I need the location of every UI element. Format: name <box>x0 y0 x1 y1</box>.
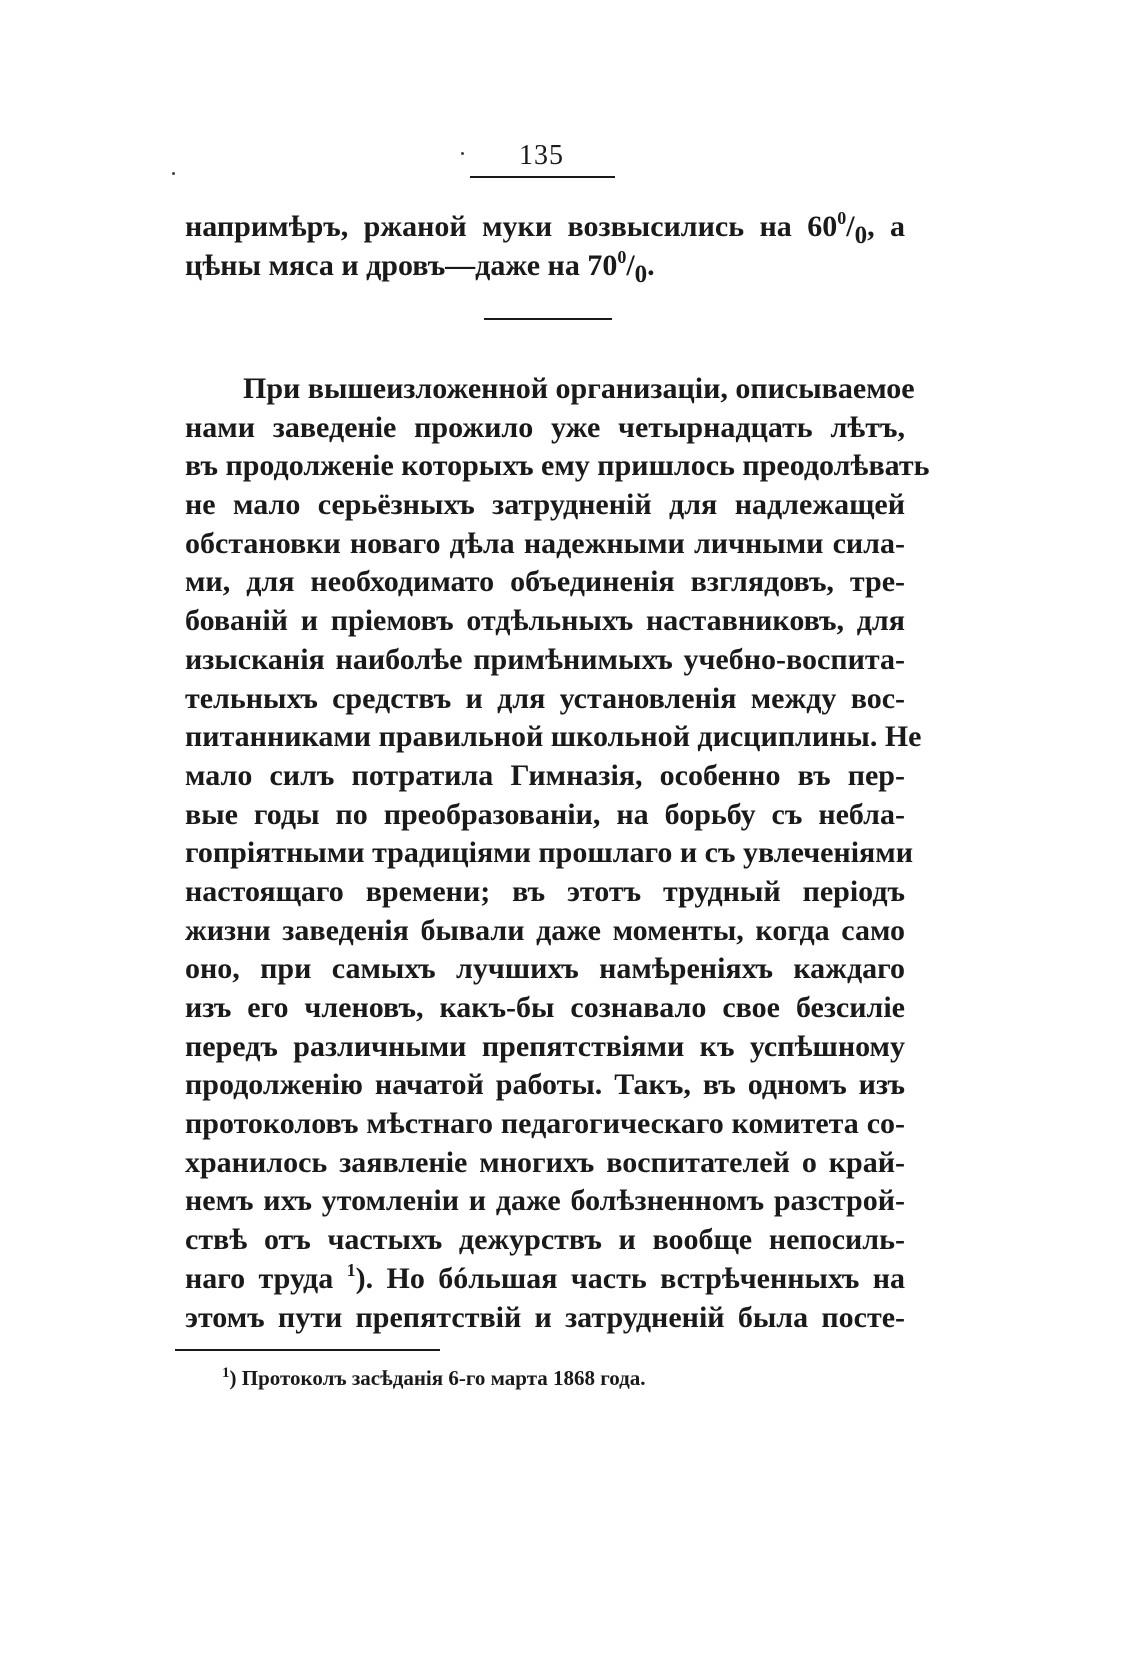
footnote <box>222 1366 646 1391</box>
text-line: этомъ пути препятствій и затрудненій была посте- <box>185 1300 905 1334</box>
footnote-divider <box>175 1349 440 1351</box>
text-line: ствѣ отъ частыхъ дежурствъ и вообще непосиль- <box>185 1223 905 1257</box>
text-line: бованій и пріемовъ отдѣльныхъ наставниковъ, для <box>185 604 905 638</box>
main-paragraph <box>185 370 930 1337</box>
text-line: протоколовъ мѣстнаго педагогическаго комитета со- <box>185 1107 905 1141</box>
text-line: немъ ихъ утомленіи и даже болѣзненномъ разстрой- <box>185 1184 905 1218</box>
text-line: жизни заведенія бывали даже моменты, когда само <box>185 913 905 947</box>
text-line: оно, при самыхъ лучшихъ намѣреніяхъ каждаго <box>185 952 905 986</box>
section-divider <box>484 318 612 320</box>
text-line: изысканія наиболѣе примѣнимыхъ учебно-воспита- <box>185 642 905 676</box>
text-line: гопріятными традиціями прошлаго и съ увлеченіями <box>185 836 913 870</box>
text-line: нами заведеніе прожило уже четырнадцать лѣтъ, <box>185 410 905 444</box>
text-line: При вышеизложенной организаціи, описываемое <box>243 372 915 405</box>
text-line: мало силъ потратила Гимназія, особенно въ пер- <box>185 758 905 792</box>
text-line: напримѣръ, ржаной муки возвысились на $60^0/_0$, а <box>185 208 905 249</box>
text-line: хранилось заявленіе многихъ воспитателей о край- <box>185 1145 905 1179</box>
text-line: вые годы по преобразованіи, на борьбу съ небла- <box>185 797 905 831</box>
text-line: не мало серьёзныхъ затрудненій для надлежащей <box>185 488 905 522</box>
text-line: цѣны мяса и дровъ—даже на $70^0/_0$. <box>185 246 655 288</box>
footnote-reference[interactable]: 1 <box>346 1259 356 1280</box>
print-speck <box>461 152 464 155</box>
text-line: тельныхъ средствъ и для установленія между вос- <box>185 681 905 715</box>
header-rule <box>470 176 615 178</box>
top-paragraph <box>185 208 905 288</box>
text-line: продолженію начатой работы. Такъ, въ одномъ изъ <box>185 1068 905 1102</box>
text-line: питанниками правильной школьной дисциплины. Не <box>185 720 922 754</box>
text-line: въ продолженіе которыхъ ему пришлось преодолѣвать <box>185 449 930 483</box>
text-line: изъ его членовъ, какъ-бы сознавало свое безсиліе <box>185 991 905 1024</box>
footnote-mark: 1 <box>222 1365 230 1381</box>
print-speck <box>172 172 175 175</box>
text-line: ми, для необходимато объединенія взглядовъ, тре- <box>185 565 905 599</box>
text-line-with-footnote-ref: наго труда $^1$). Но бóльшая часть встрѣченныхъ на <box>185 1259 906 1295</box>
footnote-text: ) Протоколъ засѣданія 6-го марта 1868 года. <box>229 1366 646 1390</box>
page-number: 135 <box>519 140 564 171</box>
text-line: передъ различными препятствіями къ успѣшному <box>185 1029 905 1063</box>
text-line: настоящаго времени; въ этотъ трудный періодъ <box>185 874 905 908</box>
text-line: обстановки новаго дѣла надежными личными сила- <box>185 526 905 560</box>
